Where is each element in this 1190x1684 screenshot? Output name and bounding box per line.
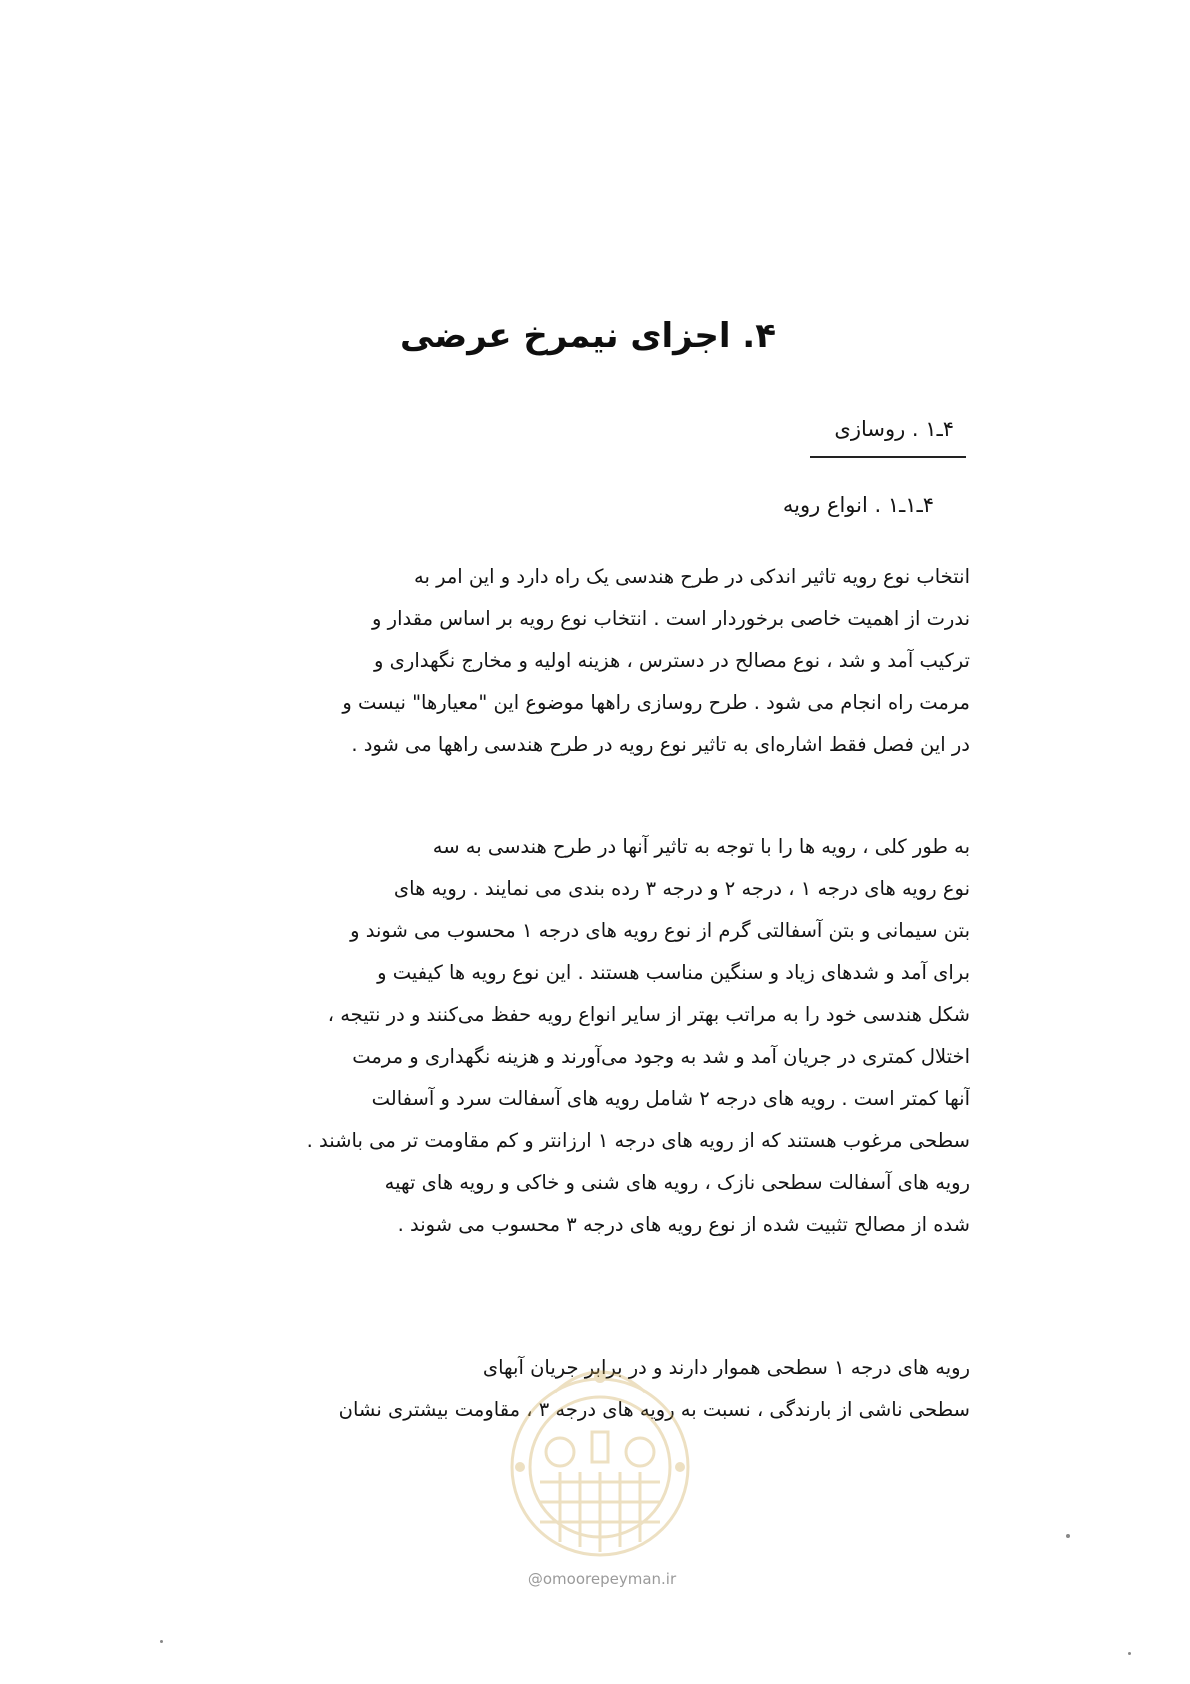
paragraph-1 <box>186 556 970 766</box>
text-line: رویه های آسفالت سطحی نازک ، رویه های شنی و خاکی و رویه های تهیه <box>384 1171 970 1194</box>
text-line: سطحی مرغوب هستند که از رویه های درجه ۱ ارزانتر و کم مقاومت تر می باشند . <box>306 1129 970 1152</box>
text-line: نوع رویه های درجه ۱ ، درجه ۲ و درجه ۳ رده بندی می نمایند . رویه های <box>393 877 970 900</box>
text-line: ندرت از اهمیت خاصی برخوردار است . انتخاب نوع رویه بر اساس مقدار و <box>372 607 970 630</box>
text-line: آنها کمتر است . رویه های درجه ۲ شامل رویه های آسفالت سرد و آسفالت <box>371 1087 970 1110</box>
section-heading: ۴ـ۱ . روسازی <box>834 417 954 441</box>
subsection-heading: ۴ـ۱ـ۱ . انواع رویه <box>782 493 934 517</box>
text-line: شده از مصالح تثبیت شده از نوع رویه های درجه ۳ محسوب می شوند . <box>397 1213 970 1236</box>
text-line: در این فصل فقط اشاره‌ای به تاثیر نوع رویه در طرح هندسی راهها می شود . <box>351 733 970 756</box>
scan-speck <box>1066 1534 1070 1538</box>
watermark-logo-icon <box>480 1332 720 1582</box>
text-line: ترکیب آمد و شد ، نوع مصالح در دسترس ، هزینه اولیه و مخارج نگهداری و <box>374 649 970 672</box>
scan-speck <box>1128 1652 1131 1655</box>
text-line: برای آمد و شدهای زیاد و سنگین مناسب هستند . این نوع رویه ها کیفیت و <box>377 961 970 984</box>
scan-speck <box>160 1640 163 1643</box>
section-underline <box>810 456 966 458</box>
chapter-title: ۴. اجزای نیمرخ عرضی <box>399 316 776 356</box>
text-line: مرمت راه انجام می شود . طرح روسازی راهها موضوع این "معیارها" نیست و <box>342 691 970 714</box>
text-line: شکل هندسی خود را به مراتب بهتر از سایر انواع رویه حفظ می‌کنند و در نتیجه ، <box>327 1003 970 1026</box>
text-line: اختلال کمتری در جریان آمد و شد به وجود می‌آورند و هزینه نگهداری و مرمت <box>352 1045 970 1068</box>
paragraph-2 <box>186 826 970 1246</box>
text-line: به طور کلی ، رویه ها را با توجه به تاثیر آنها در طرح هندسی به سه <box>432 835 970 858</box>
watermark-text: @omoorepeyman.ir <box>527 1570 677 1588</box>
text-line: انتخاب نوع رویه تاثیر اندکی در طرح هندسی یک راه دارد و این امر به <box>413 565 970 588</box>
text-line: سطحی ناشی از بارندگی ، نسبت به رویه های درجه ۳ ، مقاومت بیشتری نشان <box>338 1398 970 1421</box>
text-line: بتن سیمانی و بتن آسفالتی گرم از نوع رویه های درجه ۱ محسوب می شوند و <box>350 919 970 942</box>
text-line: رویه های درجه ۱ سطحی هموار دارند و در برابر جریان آبهای <box>482 1356 970 1379</box>
